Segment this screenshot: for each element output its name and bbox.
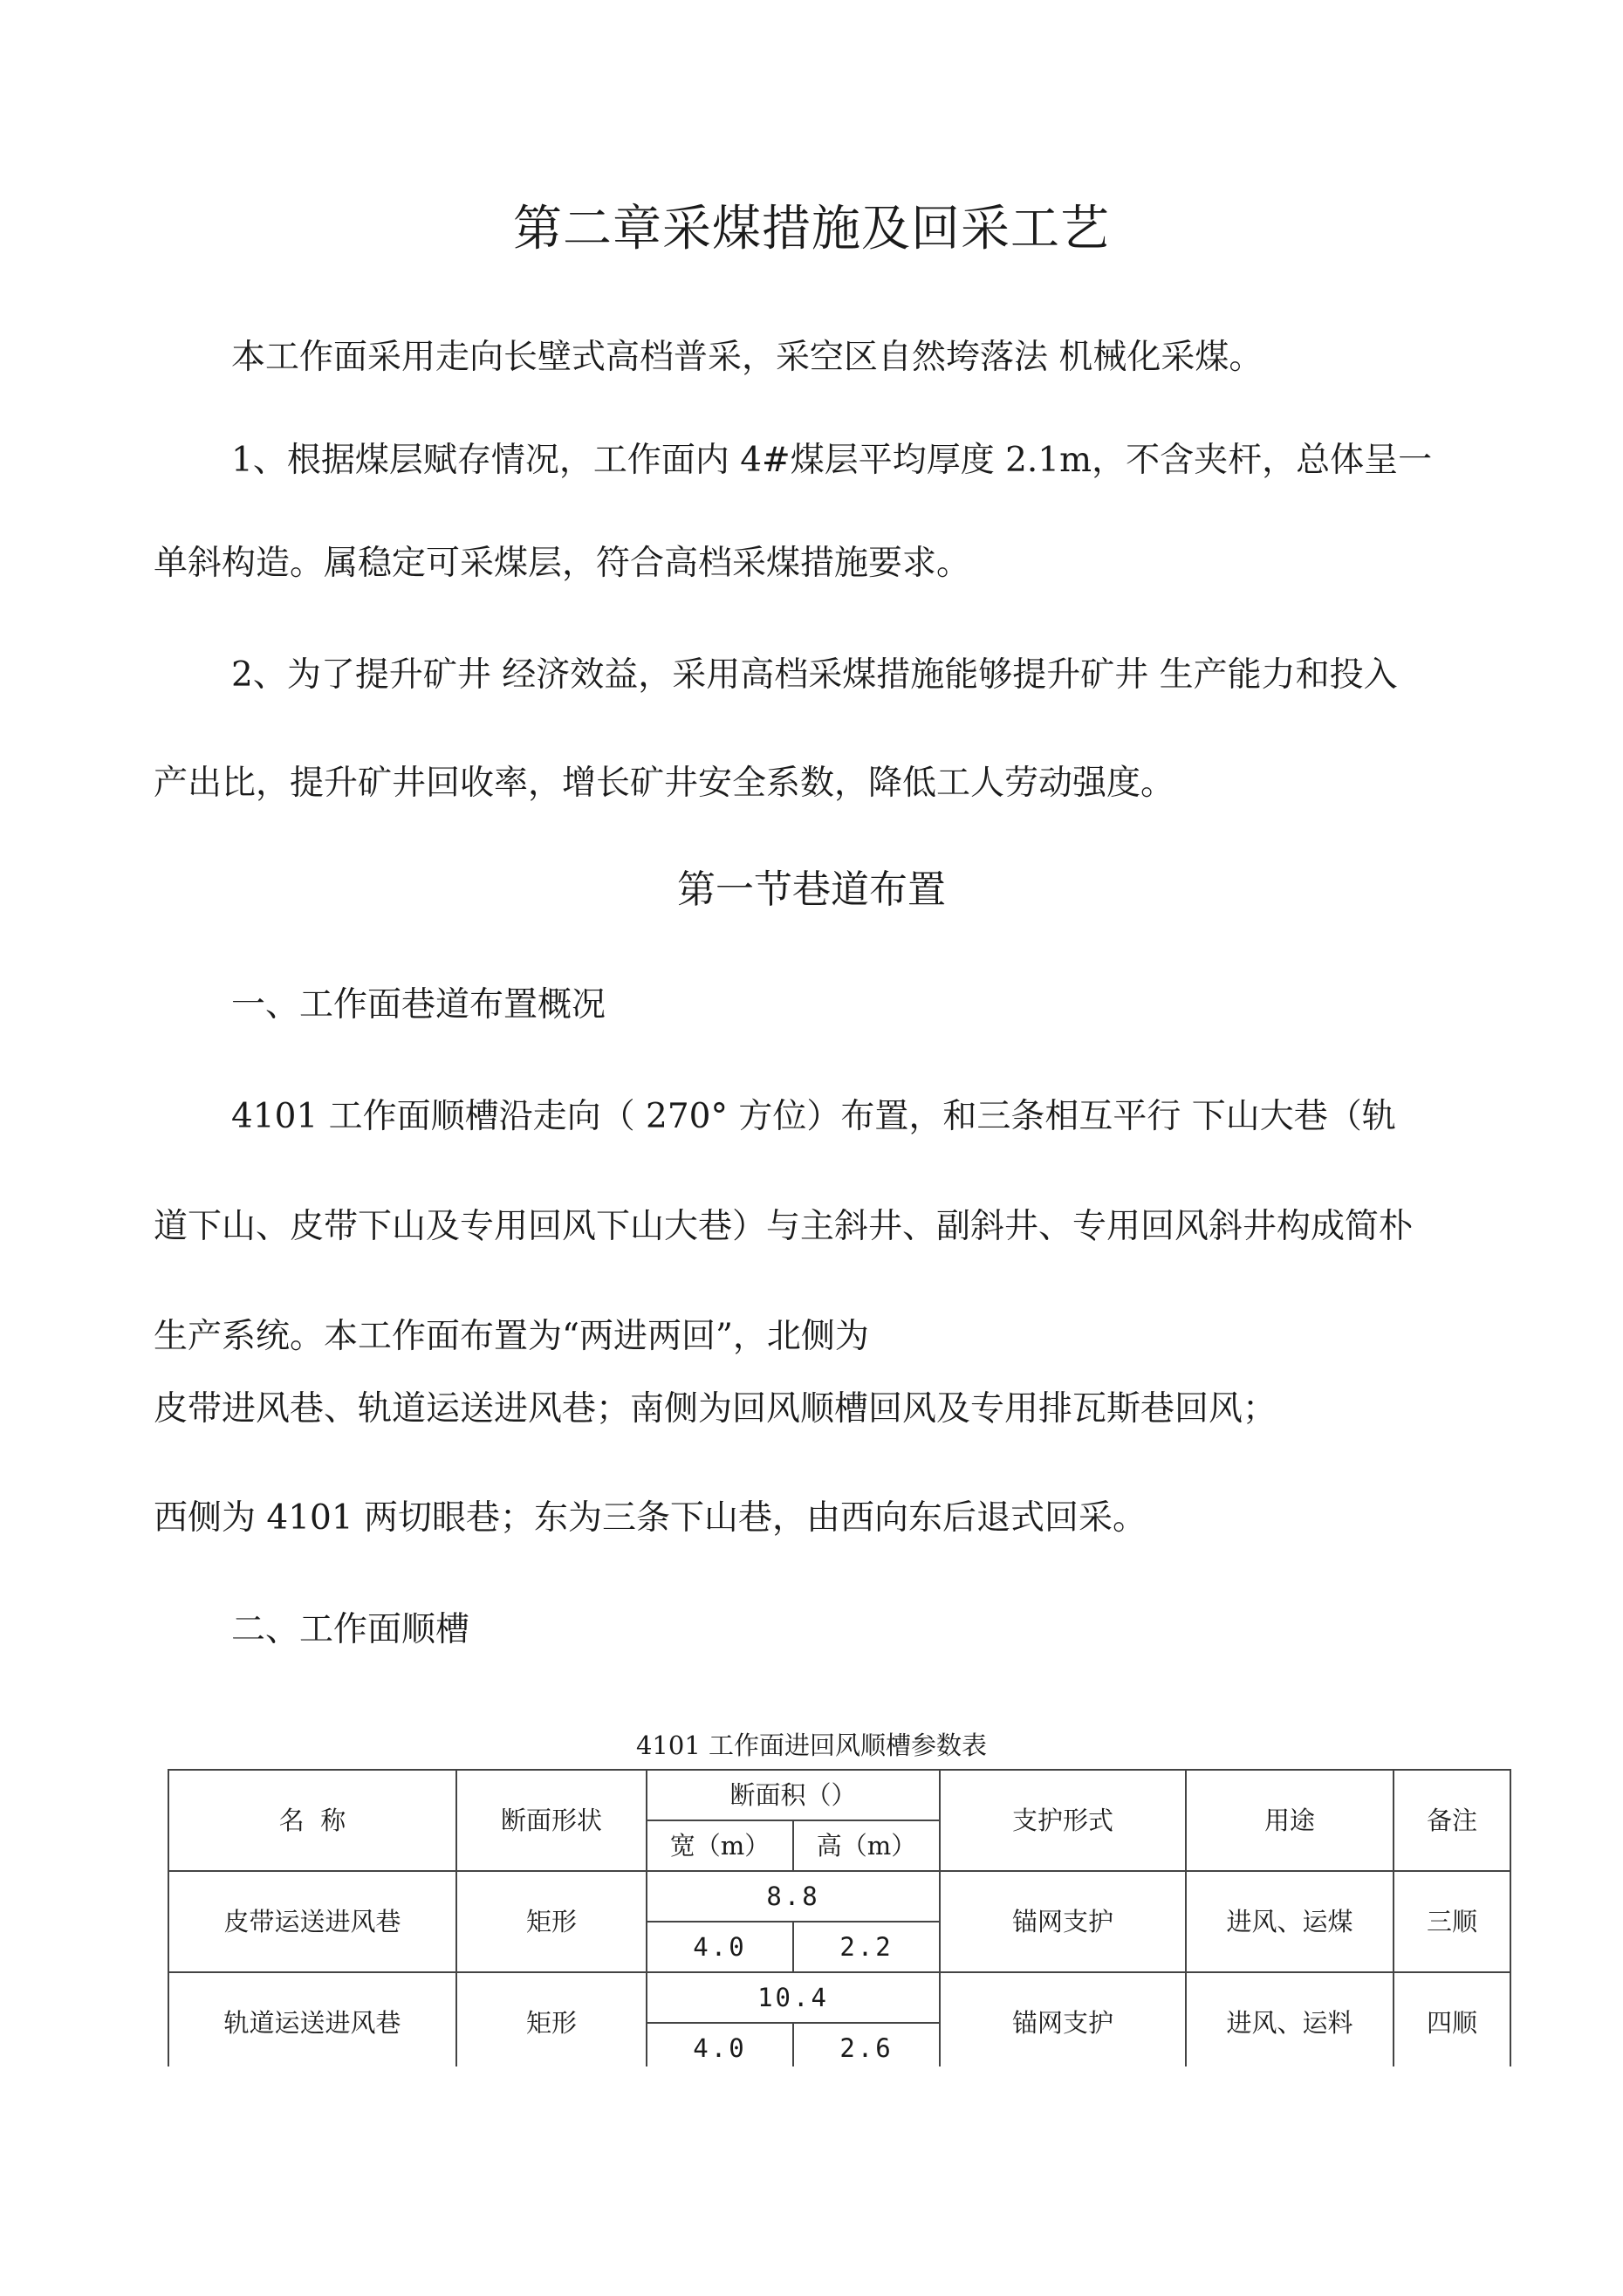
- layout-para-line5: 西侧为 4101 两切眼巷；东为三条下山巷，由西向东后退式回采。: [154, 1498, 1147, 1538]
- intro-paragraph: 本工作面采用走向长壁式高档普采，采空区自然垮落法 机械化采煤。: [231, 338, 1263, 377]
- page-cutoff-area: [0, 2066, 1623, 2296]
- header-note: 备注: [1394, 1770, 1510, 1871]
- point1-line1: 1、根据煤层赋存情况，工作面内 4#煤层平均厚度 2.1m，不含夹杆，总体呈一: [231, 441, 1433, 480]
- row-support: 锚网支护: [940, 1972, 1186, 2073]
- row-use: 进风、运料: [1186, 1972, 1394, 2073]
- point1-line2: 单斜构造。属稳定可采煤层，符合高档采煤措施要求。: [154, 544, 971, 583]
- header-name: 名 称: [168, 1770, 456, 1871]
- layout-para-line1: 4101 工作面顺槽沿走向（ 270° 方位）布置，和三条相互平行 下山大巷（轨: [231, 1097, 1396, 1136]
- layout-para-line2: 道下山、皮带下山及专用回风下山大巷）与主斜井、副斜井、专用回风斜井构成简朴: [154, 1207, 1414, 1246]
- row-support: 锚网支护: [940, 1871, 1186, 1972]
- subsection-heading-1: 一、工作面巷道布置概况: [231, 985, 606, 1025]
- header-height: 高（m）: [793, 1820, 940, 1871]
- chapter-title: 第二章采煤措施及回采工艺: [513, 201, 1110, 257]
- section-title: 第一节巷道布置: [677, 867, 946, 912]
- row-shape: 矩形: [456, 1972, 647, 2073]
- row-note: 三顺: [1394, 1871, 1510, 1972]
- point2-line2: 产出比，提升矿井回收率，增长矿井安全系数，降低工人劳动强度。: [154, 764, 1175, 803]
- row-area: 10.4: [647, 1972, 940, 2023]
- header-use: 用途: [1186, 1770, 1394, 1871]
- point2-line1: 2、为了提升矿井 经济效益，采用高档采煤措施能够提升矿井 生产能力和投入: [231, 655, 1398, 695]
- row-name: 轨道运送进风巷: [168, 1972, 456, 2073]
- row-height: 2.2: [793, 1922, 940, 1972]
- table-header-row: [168, 1770, 1510, 1820]
- layout-para-line4: 皮带进风巷、轨道运送进风巷；南侧为回风顺槽回风及专用排瓦斯巷回风；: [154, 1389, 1277, 1429]
- header-support: 支护形式: [940, 1770, 1186, 1871]
- row-width: 4.0: [647, 2023, 793, 2073]
- table-row: [168, 1972, 1510, 2023]
- layout-para-line3: 生产系统。本工作面布置为“两进两回”，北侧为: [154, 1317, 869, 1356]
- row-name: 皮带运送进风巷: [168, 1871, 456, 1972]
- row-height: 2.6: [793, 2023, 940, 2073]
- roadway-parameter-table: [168, 1769, 1511, 2074]
- header-area: 断面积（）: [647, 1770, 940, 1820]
- table-caption: 4101 工作面进回风顺槽参数表: [635, 1731, 988, 1760]
- row-area: 8.8: [647, 1871, 940, 1922]
- header-width: 宽（m）: [647, 1820, 793, 1871]
- row-shape: 矩形: [456, 1871, 647, 1972]
- header-shape: 断面形状: [456, 1770, 647, 1871]
- row-note: 四顺: [1394, 1972, 1510, 2073]
- subsection-heading-2: 二、工作面顺槽: [231, 1610, 470, 1649]
- row-width: 4.0: [647, 1922, 793, 1972]
- row-use: 进风、运煤: [1186, 1871, 1394, 1972]
- table-row: [168, 1871, 1510, 1922]
